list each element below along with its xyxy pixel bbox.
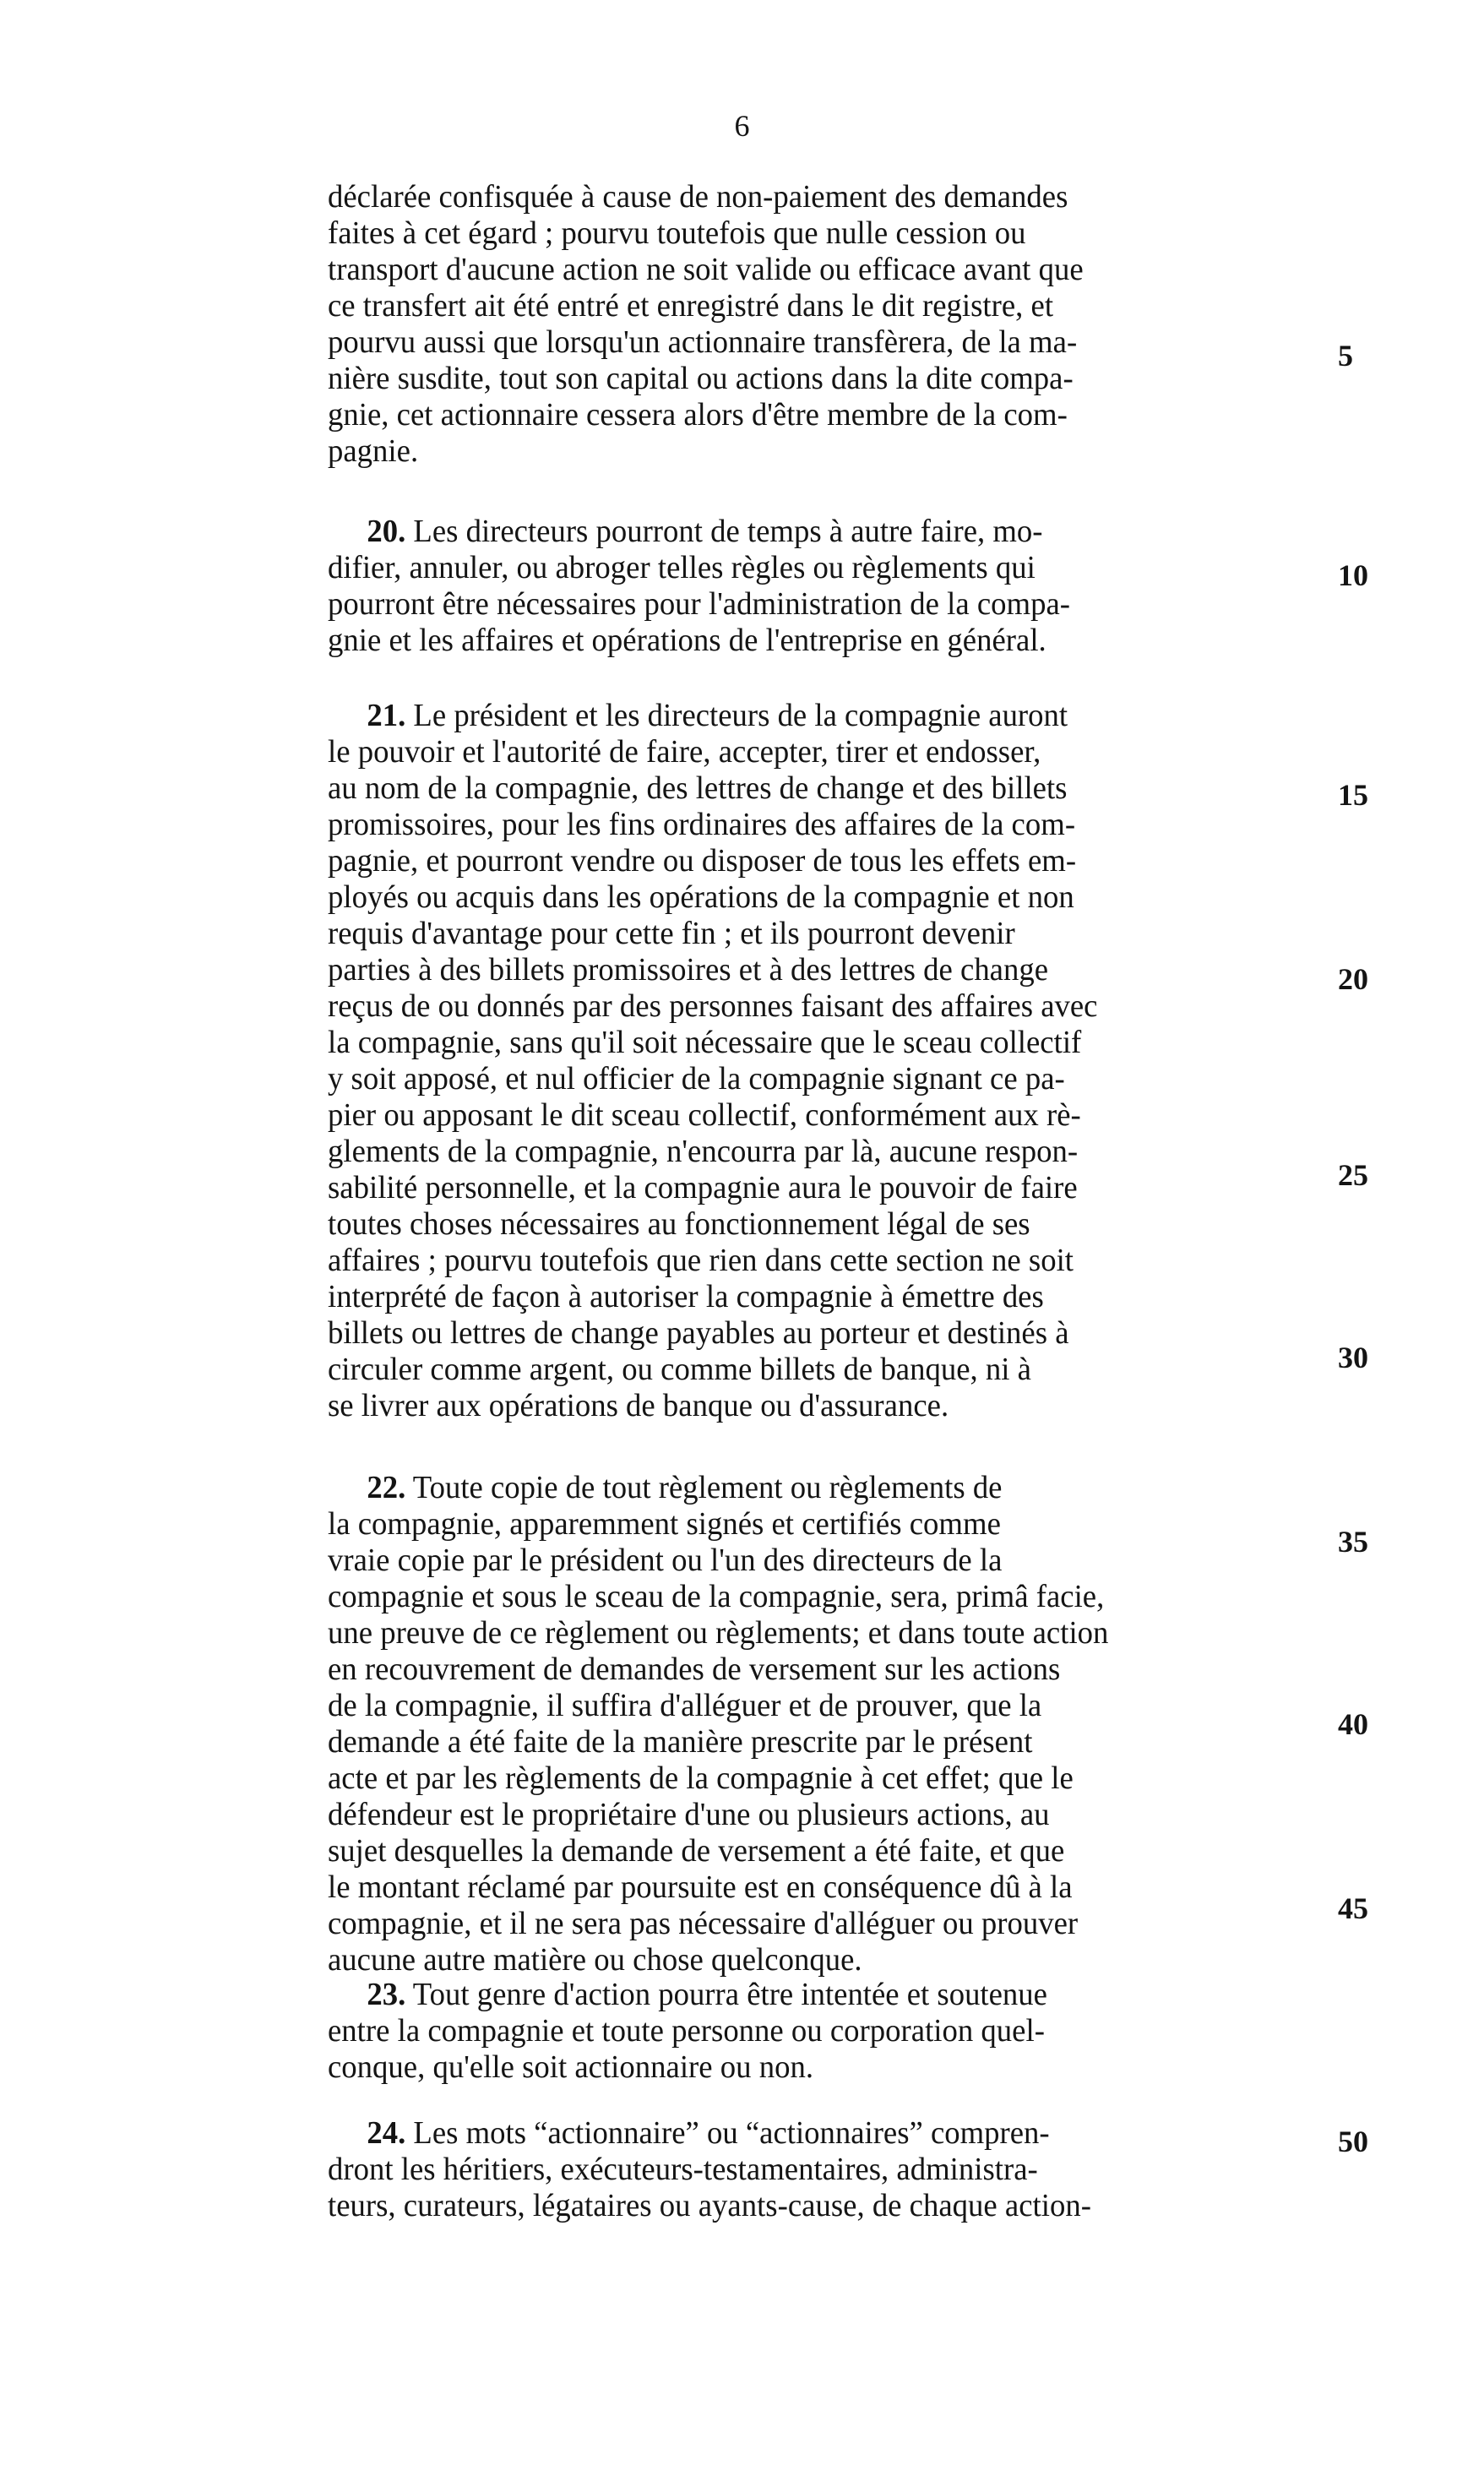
text-line [328,288,1324,324]
text-line [328,952,1324,988]
page-number: 6 [734,109,750,143]
line-text: compagnie, et il ne sera pas nécessaire d'alléguer ou prouver [328,1906,1079,1941]
text-line [328,1470,1324,1506]
line-text: transport d'aucune action ne soit valide ou efficace avant que [328,252,1084,287]
line-text: promissoires, pour les fins ordinaires des affaires de la com- [328,807,1076,842]
line-text: défendeur est le propriétaire d'une ou plusieurs actions, au [328,1797,1050,1832]
line-text: glements de la compagnie, n'encourra par là, aucune respon- [328,1134,1079,1169]
line-text: Tout genre d'action pourra être intentée et soutenue [405,1977,1047,2012]
line-text: billets ou lettres de change payables au porteur et destinés à [328,1315,1069,1351]
text-line [328,1543,1324,1579]
line-text: pourvu aussi que lorsqu'un actionnaire transfèrera, de la ma- [328,324,1078,360]
line-text: entre la compagnie et toute personne ou corporation quel- [328,2013,1045,2049]
line-text: pagnie, et pourront vendre ou disposer de tous les effets em- [328,843,1077,879]
text-line [328,1025,1324,1061]
text-line [328,1977,1324,2013]
line-text: une preuve de ce règlement ou règlements; et dans toute action [328,1615,1109,1651]
section-number: 22. [367,1470,406,1505]
line-text: la compagnie, apparemment signés et certifiés comme [328,1506,1001,1542]
text-line [328,1579,1324,1615]
line-text: Toute copie de tout règlement ou règlements de [405,1470,1003,1505]
text-line [328,2188,1324,2224]
text-line [328,1615,1324,1652]
paragraph-p-continued [328,179,1358,470]
text-line [328,1206,1324,1243]
line-text: pier ou apposant le dit sceau collectif, conformément aux rè- [328,1097,1081,1133]
margin-line-number: 30 [1338,1341,1368,1374]
margin-line-number: 20 [1338,962,1368,996]
margin-line-number: 5 [1338,339,1353,373]
text-line [328,215,1324,252]
text-line [328,361,1324,397]
line-text: le pouvoir et l'autorité de faire, accepter, tirer et endosser, [328,734,1041,770]
text-line [328,179,1324,215]
line-text: vraie copie par le président ou l'un des directeurs de la [328,1543,1003,1578]
line-text: reçus de ou donnés par des personnes faisant des affaires avec [328,988,1098,1024]
line-text: la compagnie, sans qu'il soit nécessaire que le sceau collectif [328,1025,1082,1060]
text-line [328,514,1324,550]
line-text: circuler comme argent, ou comme billets de banque, ni à [328,1352,1031,1387]
line-text: interprété de façon à autoriser la compagnie à émettre des [328,1279,1044,1314]
line-text: teurs, curateurs, légataires ou ayants-cause, de chaque action- [328,2188,1091,2223]
paragraph-p-24 [328,2115,1358,2224]
text-line [328,252,1324,288]
line-text: de la compagnie, il suffira d'alléguer et de prouver, que la [328,1688,1042,1723]
text-line [328,1506,1324,1543]
line-text: Les directeurs pourront de temps à autre faire, mo- [405,514,1043,549]
text-line [328,879,1324,916]
line-text: acte et par les règlements de la compagnie à cet effet; que le [328,1760,1074,1796]
text-line [328,1869,1324,1906]
line-text: affaires ; pourvu toutefois que rien dans cette section ne soit [328,1243,1074,1278]
line-text: sabilité personnelle, et la compagnie aura le pouvoir de faire [328,1170,1078,1205]
text-line [328,698,1324,734]
text-line [328,1760,1324,1797]
line-text: demande a été faite de la manière prescrite par le présent [328,1724,1033,1760]
text-line [328,807,1324,843]
line-text: conque, qu'elle soit actionnaire ou non. [328,2049,814,2085]
line-text: compagnie et sous le sceau de la compagnie, sera, primâ facie, [328,1579,1105,1614]
line-text: aucune autre matière ou chose quelconque. [328,1942,862,1978]
line-text: dront les héritiers, exécuteurs-testamentaires, administra- [328,2152,1038,2187]
paragraph-p-22 [328,1470,1358,1978]
text-line [328,1652,1324,1688]
line-text: ce transfert ait été entré et enregistré dans le dit registre, et [328,288,1054,324]
line-text: déclarée confisquée à cause de non-paiement des demandes [328,179,1068,215]
line-text: y soit apposé, et nul officier de la compagnie signant ce pa- [328,1061,1065,1097]
line-text: faites à cet égard ; pourvu toutefois que nulle cession ou [328,215,1026,251]
line-text: pagnie. [328,433,419,469]
text-line [328,843,1324,879]
paragraph-p-23 [328,1977,1358,2086]
text-line [328,623,1324,659]
line-text: au nom de la compagnie, des lettres de change et des billets [328,770,1068,806]
text-line [328,433,1324,470]
margin-line-number: 40 [1338,1707,1368,1741]
line-text: le montant réclamé par poursuite est en conséquence dû à la [328,1869,1073,1905]
text-line [328,1097,1324,1134]
text-line [328,1797,1324,1833]
line-text: toutes choses nécessaires au fonctionnement légal de ses [328,1206,1030,1242]
margin-line-number: 15 [1338,778,1368,812]
line-text: ployés ou acquis dans les opérations de la compagnie et non [328,879,1074,915]
text-line [328,770,1324,807]
line-text: parties à des billets promissoires et à des lettres de change [328,952,1049,988]
line-text: gnie, cet actionnaire cessera alors d'être membre de la com- [328,397,1068,433]
text-line [328,1688,1324,1724]
section-number: 20. [367,514,406,549]
margin-line-number: 45 [1338,1891,1368,1925]
paragraph-p-21 [328,698,1358,1424]
line-text: sujet desquelles la demande de versement a été faite, et que [328,1833,1065,1869]
margin-line-number: 35 [1338,1525,1368,1559]
margin-line-number: 50 [1338,2125,1368,2158]
text-line [328,1170,1324,1206]
text-line [328,1942,1324,1978]
text-line [328,586,1324,623]
text-line [328,1315,1324,1352]
text-line [328,397,1324,433]
text-line [328,1906,1324,1942]
paragraph-p-20 [328,514,1358,659]
text-line [328,1061,1324,1097]
margin-line-number: 10 [1338,558,1368,592]
margin-line-number: 25 [1338,1158,1368,1192]
text-line [328,1724,1324,1760]
text-line [328,1352,1324,1388]
text-line [328,2152,1324,2188]
text-line [328,988,1324,1025]
text-line [328,1388,1324,1424]
text-line [328,1279,1324,1315]
text-line [328,2013,1324,2049]
line-text: se livrer aux opérations de banque ou d'assurance. [328,1388,949,1423]
line-text: en recouvrement de demandes de versement sur les actions [328,1652,1061,1687]
text-line [328,550,1324,586]
line-text: nière susdite, tout son capital ou actions dans la dite compa- [328,361,1074,396]
line-text: difier, annuler, ou abroger telles règles ou règlements qui [328,550,1036,585]
section-number: 23. [367,1977,406,2012]
line-text: requis d'avantage pour cette fin ; et ils pourront devenir [328,916,1015,951]
line-text: pourront être nécessaires pour l'administration de la compa- [328,586,1071,622]
text-line [328,1243,1324,1279]
text-line [328,324,1324,361]
section-number: 24. [367,2115,406,2151]
text-line [328,734,1324,770]
text-line [328,1833,1324,1869]
line-text: Les mots “actionnaire” ou “actionnaires” compren- [405,2115,1050,2151]
line-text: gnie et les affaires et opérations de l'entreprise en général. [328,623,1046,658]
text-line [328,2115,1324,2152]
text-line [328,916,1324,952]
section-number: 21. [367,698,406,733]
line-text: Le président et les directeurs de la compagnie auront [405,698,1068,733]
text-line [328,1134,1324,1170]
text-line [328,2049,1324,2086]
